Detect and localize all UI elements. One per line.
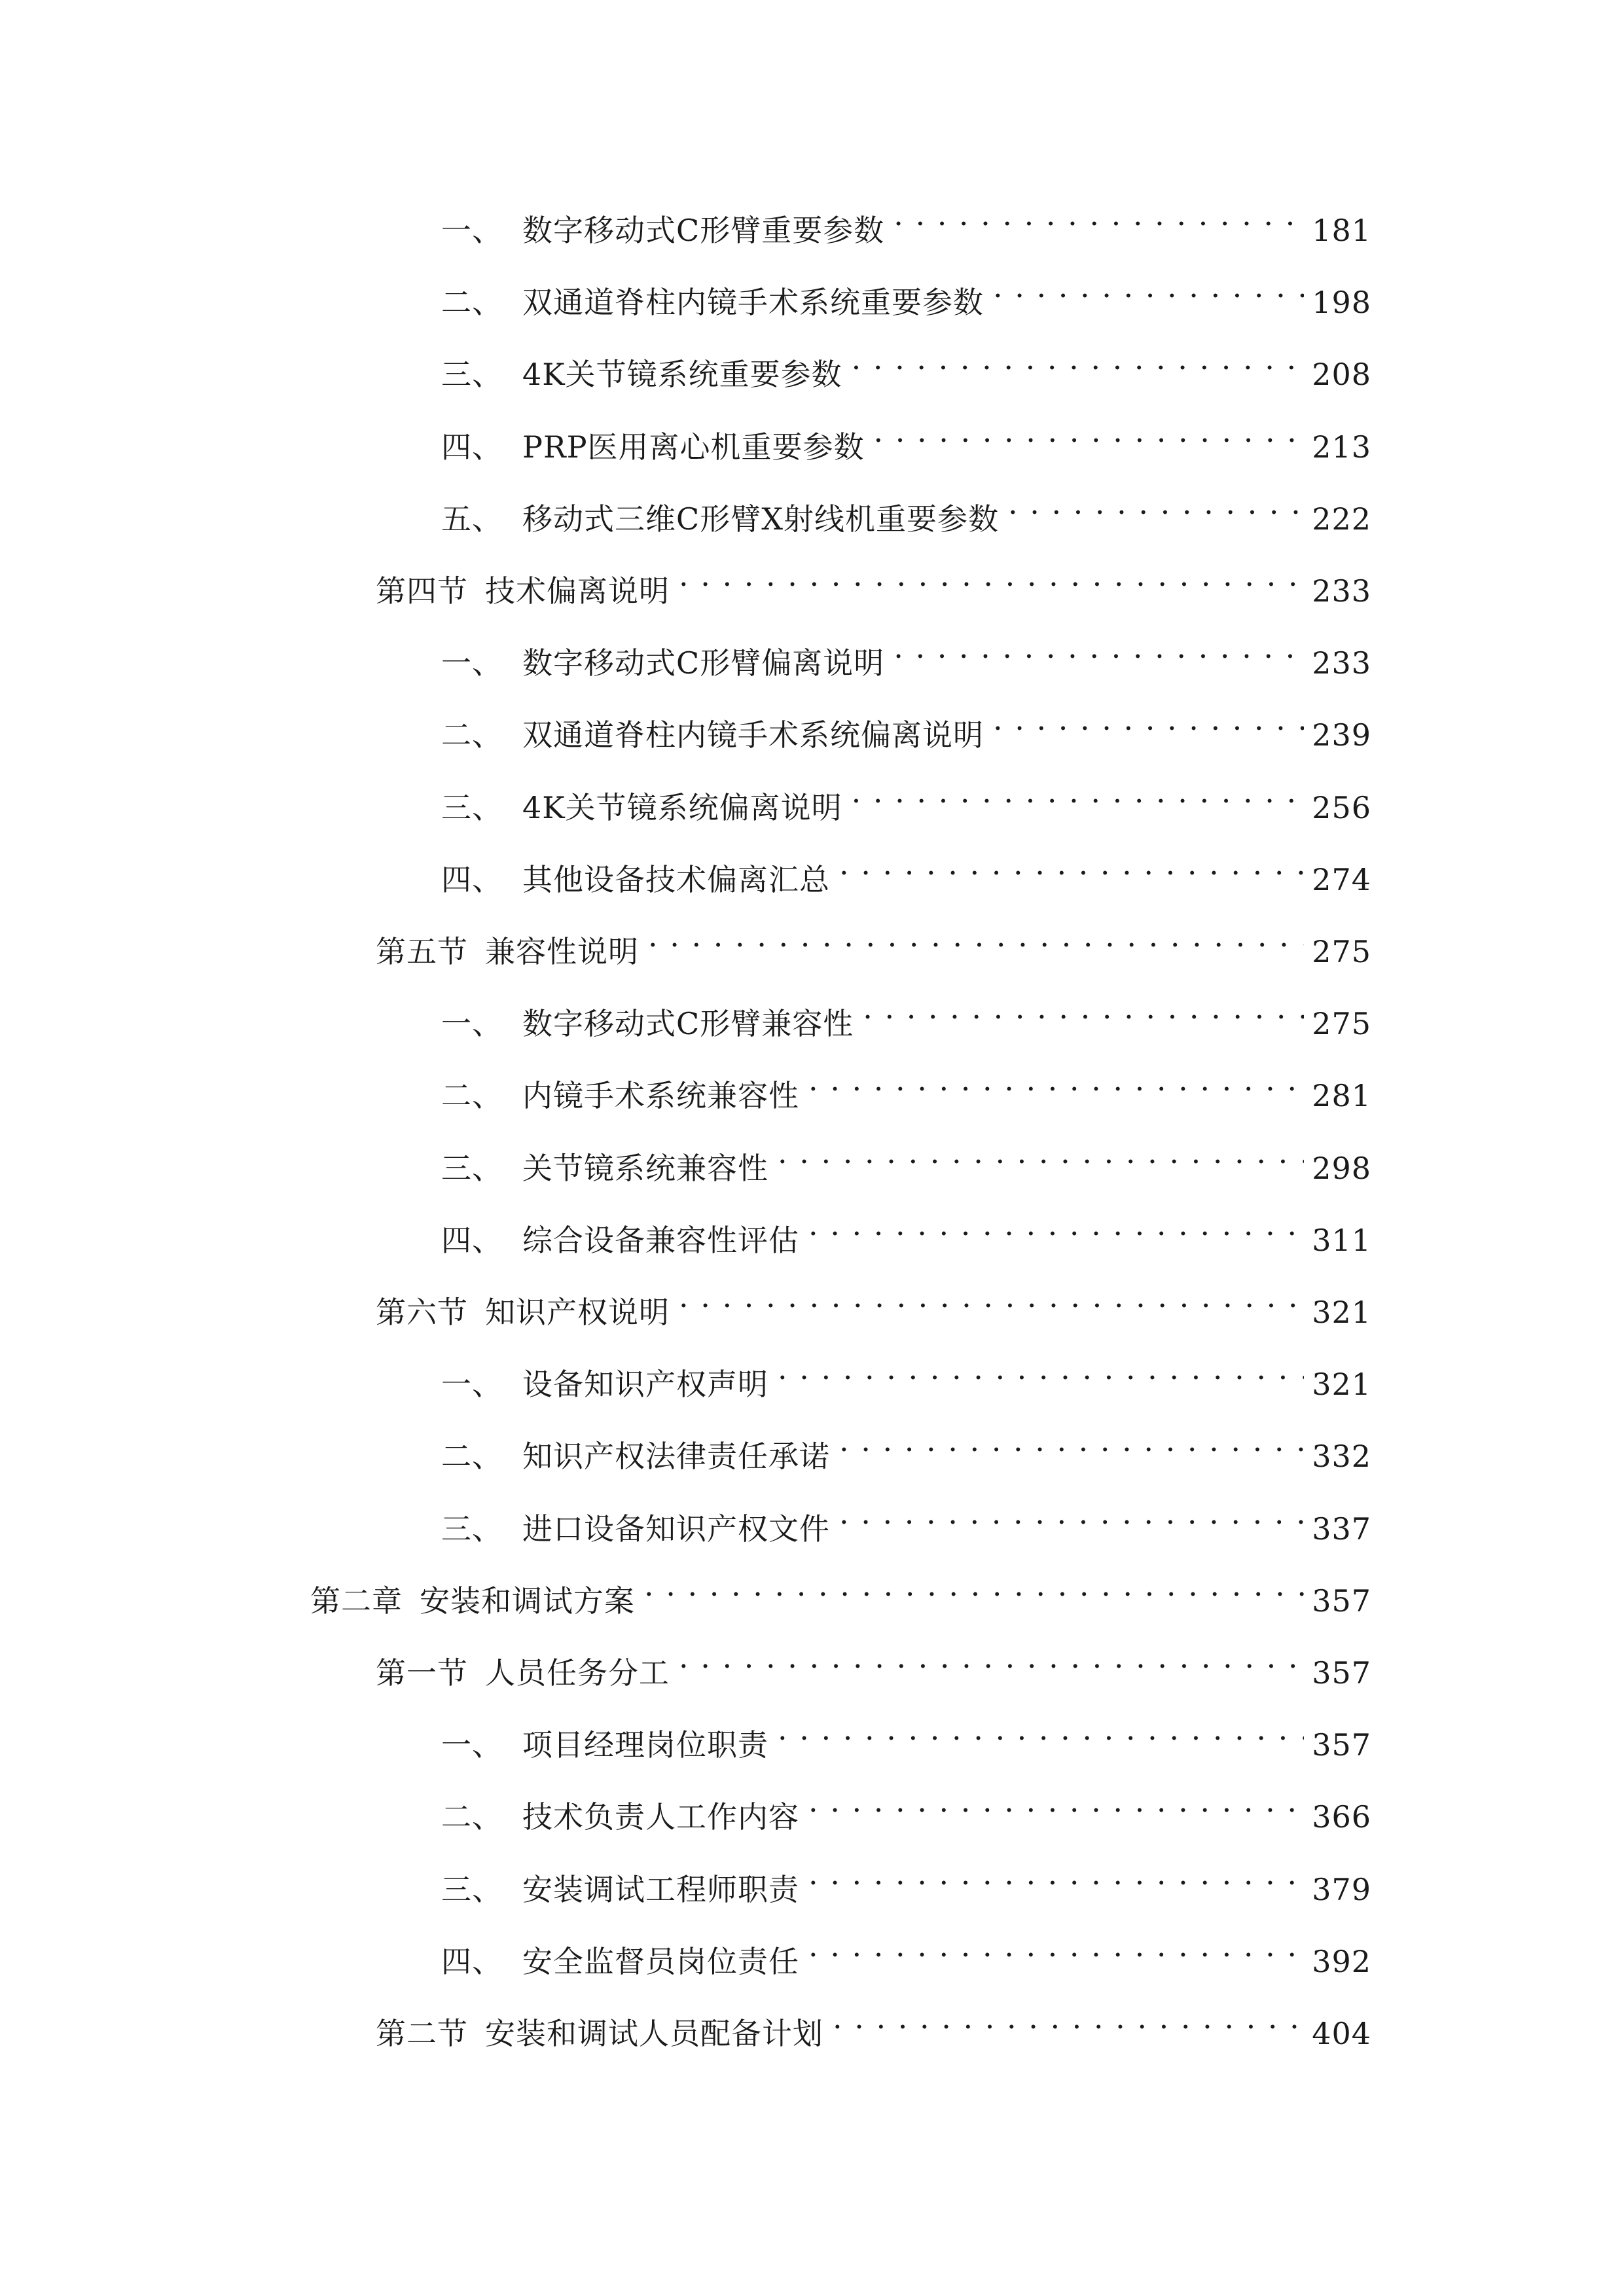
- toc-entry[interactable]: [441, 1342, 1371, 1402]
- toc-entry-page-number: 281: [1312, 1078, 1371, 1113]
- toc-entry-number: 三、: [441, 357, 503, 392]
- toc-dot-leader: [778, 1342, 1304, 1395]
- toc-entry[interactable]: [441, 1126, 1371, 1186]
- toc-dot-leader: [833, 1992, 1304, 2044]
- toc-entry-page-number: 274: [1312, 862, 1371, 897]
- toc-entry-title: 知识产权说明: [485, 1295, 670, 1330]
- toc-entry-number: 一、: [441, 645, 503, 681]
- toc-entry-number: 二、: [441, 1078, 503, 1113]
- toc-entry-title: 数字移动式C形臂重要参数: [522, 213, 885, 248]
- toc-entry-number: 三、: [441, 1872, 503, 1907]
- toc-dot-leader: [893, 621, 1304, 673]
- toc-entry-title: 移动式三维C形臂X射线机重要参数: [522, 501, 999, 537]
- toc-entry-title: 数字移动式C形臂兼容性: [522, 1006, 854, 1041]
- toc-entry-title: 4K关节镜系统重要参数: [522, 357, 842, 392]
- toc-dot-leader: [863, 982, 1304, 1034]
- toc-entry-number: 三、: [441, 790, 503, 825]
- toc-entry[interactable]: [441, 766, 1371, 825]
- toc-entry-number: 第五节: [376, 934, 468, 969]
- toc-dot-leader: [993, 260, 1304, 313]
- toc-entry-title: 安装和调试方案: [420, 1583, 635, 1619]
- toc-entry[interactable]: [376, 910, 1371, 969]
- toc-entry-page-number: 256: [1312, 790, 1371, 825]
- toc-entry-title: 双通道脊柱内镜手术系统重要参数: [522, 285, 984, 320]
- toc-entry[interactable]: [441, 693, 1371, 753]
- toc-entry[interactable]: [310, 1559, 1371, 1619]
- toc-entry-page-number: 233: [1312, 645, 1371, 681]
- toc-entry-number: 一、: [441, 213, 503, 248]
- toc-entry[interactable]: [441, 621, 1371, 681]
- toc-entry-title: 双通道脊柱内镜手术系统偏离说明: [522, 717, 984, 753]
- toc-entry-number: 四、: [441, 429, 503, 465]
- toc-entry-number: 一、: [441, 1727, 503, 1763]
- toc-entry-title: 综合设备兼容性评估: [522, 1223, 799, 1258]
- toc-entry-page-number: 392: [1312, 1944, 1371, 1979]
- toc-entry-title: PRP医用离心机重要参数: [522, 429, 865, 465]
- toc-entry-page-number: 239: [1312, 717, 1371, 753]
- toc-dot-leader: [778, 1126, 1304, 1179]
- toc-entry[interactable]: [441, 1848, 1371, 1907]
- toc-entry-page-number: 366: [1312, 1799, 1371, 1835]
- toc-entry-page-number: 213: [1312, 429, 1371, 465]
- toc-dot-leader: [808, 1848, 1304, 1900]
- toc-entry[interactable]: [441, 1198, 1371, 1258]
- toc-entry-title: 兼容性说明: [485, 934, 639, 969]
- toc-dot-leader: [808, 1920, 1304, 1972]
- toc-entry-title: 4K关节镜系统偏离说明: [522, 790, 842, 825]
- toc-entry-number: 二、: [441, 717, 503, 753]
- toc-dot-leader: [679, 1631, 1304, 1683]
- toc-entry-title: 关节镜系统兼容性: [522, 1151, 768, 1186]
- toc-entry-page-number: 337: [1312, 1511, 1371, 1547]
- toc-entry-page-number: 357: [1312, 1727, 1371, 1763]
- toc-entry-title: 安装调试工程师职责: [522, 1872, 799, 1907]
- toc-entry[interactable]: [441, 405, 1371, 465]
- toc-dot-leader: [839, 1414, 1304, 1467]
- toc-dot-leader: [778, 1703, 1304, 1755]
- toc-dot-leader: [852, 766, 1305, 818]
- toc-entry-title: 进口设备知识产权文件: [522, 1511, 830, 1547]
- toc-entry-title: 数字移动式C形臂偏离说明: [522, 645, 885, 681]
- toc-entry-title: 设备知识产权声明: [522, 1367, 768, 1402]
- toc-dot-leader: [839, 838, 1304, 890]
- toc-entry-title: 技术偏离说明: [485, 573, 670, 609]
- toc-entry-number: 三、: [441, 1151, 503, 1186]
- toc-entry-number: 四、: [441, 1944, 503, 1979]
- toc-entry-page-number: 298: [1312, 1151, 1371, 1186]
- toc-entry-number: 一、: [441, 1367, 503, 1402]
- toc-entry-number: 第二章: [310, 1583, 403, 1619]
- toc-entry-title: 其他设备技术偏离汇总: [522, 862, 830, 897]
- toc-dot-leader: [874, 405, 1305, 457]
- toc-entry[interactable]: [376, 1270, 1371, 1330]
- toc-entry-page-number: 222: [1312, 501, 1371, 537]
- toc-entry-page-number: 275: [1312, 1006, 1371, 1041]
- toc-entry[interactable]: [441, 1414, 1371, 1474]
- toc-entry-number: 五、: [441, 501, 503, 537]
- toc-dot-leader: [852, 332, 1305, 385]
- toc-entry-title: 知识产权法律责任承诺: [522, 1439, 830, 1474]
- toc-dot-leader: [839, 1487, 1304, 1539]
- toc-entry[interactable]: [376, 1992, 1371, 2051]
- toc-entry-page-number: 357: [1312, 1655, 1371, 1691]
- toc-entry-number: 四、: [441, 862, 503, 897]
- toc-entry-number: 第六节: [376, 1295, 468, 1330]
- toc-entry-title: 安装和调试人员配备计划: [485, 2016, 823, 2051]
- toc-entry-page-number: 321: [1312, 1367, 1371, 1402]
- toc-entry-number: 第四节: [376, 573, 468, 609]
- toc-dot-leader: [679, 1270, 1304, 1323]
- toc-dot-leader: [808, 1054, 1304, 1106]
- toc-entry-page-number: 404: [1312, 2016, 1371, 2051]
- toc-entry[interactable]: [441, 1775, 1371, 1835]
- toc-dot-leader: [648, 910, 1304, 962]
- toc-entry-page-number: 208: [1312, 357, 1371, 392]
- toc-entry[interactable]: [441, 1703, 1371, 1763]
- toc-entry[interactable]: [441, 477, 1371, 537]
- toc-dot-leader: [993, 693, 1304, 745]
- toc-entry-number: 二、: [441, 1439, 503, 1474]
- toc-entry-title: 人员任务分工: [485, 1655, 670, 1691]
- toc-entry-number: 一、: [441, 1006, 503, 1041]
- toc-dot-leader: [1008, 477, 1304, 529]
- toc-entry-page-number: 357: [1312, 1583, 1371, 1619]
- toc-entry[interactable]: [441, 838, 1371, 897]
- toc-entry[interactable]: [376, 549, 1371, 609]
- toc-entry[interactable]: [441, 188, 1371, 248]
- toc-entry[interactable]: [376, 1631, 1371, 1691]
- toc-entry[interactable]: [441, 1054, 1371, 1113]
- toc-entry-page-number: 198: [1312, 285, 1371, 320]
- toc-entry-title: 安全监督员岗位责任: [522, 1944, 799, 1979]
- toc-entry-title: 项目经理岗位职责: [522, 1727, 768, 1763]
- toc-entry[interactable]: [441, 1487, 1371, 1547]
- toc-entry-page-number: 181: [1312, 213, 1371, 248]
- toc-entry[interactable]: [441, 1920, 1371, 1979]
- toc-entry-page-number: 332: [1312, 1439, 1371, 1474]
- toc-dot-leader: [808, 1198, 1304, 1251]
- toc-entry-page-number: 379: [1312, 1872, 1371, 1907]
- toc-dot-leader: [893, 188, 1304, 241]
- toc-entry-title: 内镜手术系统兼容性: [522, 1078, 799, 1113]
- toc-entry-number: 第一节: [376, 1655, 468, 1691]
- toc-entry-page-number: 233: [1312, 573, 1371, 609]
- toc-dot-leader: [808, 1775, 1304, 1827]
- toc-dot-leader: [679, 549, 1304, 601]
- toc-dot-leader: [644, 1559, 1304, 1611]
- toc-entry-number: 二、: [441, 285, 503, 320]
- toc-entry[interactable]: [441, 332, 1371, 392]
- toc-entry-number: 二、: [441, 1799, 503, 1835]
- toc-entry-page-number: 321: [1312, 1295, 1371, 1330]
- toc-entry[interactable]: [441, 260, 1371, 320]
- toc-entry-number: 三、: [441, 1511, 503, 1547]
- toc-entry[interactable]: [441, 982, 1371, 1041]
- toc-entry-title: 技术负责人工作内容: [522, 1799, 799, 1835]
- toc-entry-page-number: 275: [1312, 934, 1371, 969]
- toc-entry-page-number: 311: [1312, 1223, 1371, 1258]
- toc-entry-number: 四、: [441, 1223, 503, 1258]
- toc-entry-number: 第二节: [376, 2016, 468, 2051]
